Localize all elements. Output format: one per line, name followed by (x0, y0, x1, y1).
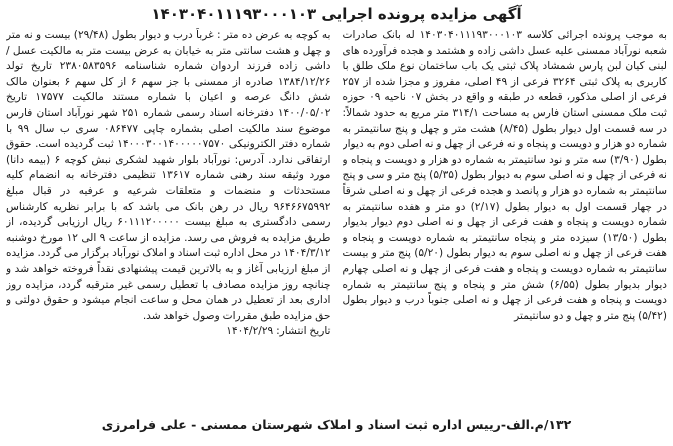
publish-date: تاریخ انتشار: ۱۴۰۴/۲/۲۹ (226, 325, 331, 338)
body-paragraph-left: به کوچه به عرض ده متر : غرباً درب و دیوار بطول (۲۹/۴۸) بیست و نه متر و چهل و هشت سانتی متر به خیابان به عرض بیست متر به مالکیت عسل / داشی زاده فرزند اردوان شماره شناسنامه ۲۳۸۰۵۸۳۵۹۶ تاریخ تولد ۱۳۸۴/۱۲/۲۶ صادره از ممسنی با جز سهم ۶ از کل سهم ۶ بعنوان مالک شش دانگ عرصه و اعیان با شماره مستند مالکیت ۱۷۵۷۷ تاریخ ۱۴۰۰/۰۵/۰۲ دفترخانه اسناد رسمی شماره ۲۵۱ شهر نورآباد استان فارس موضوع سند مالکیت اصلی بشماره چاپی ۰۸۶۴۷۷ سری ب سال ۹۹ با شماره دفتر الکترونیکی ۱۴۰۰۰۳۰۰۱۴۰۰۰۰۰۷۵۷۰ ثبت گردیده است. حقوق ارتفاقی ندارد. آدرس: نورآباد بلوار شهید لشکری نبش کوچه ۶ (بیمه دانا) مورد وثیقه سند رهنی شماره ۱۳۶۱۷ تنظیمی دفترخانه به انضمام کلیه مستحدثات و منضمات و متعلقات شرعیه و عرفیه در قبال مبلغ ۹۶۴۶۶۷۵۹۹۲ ریال در رهن بانک می باشد که با برابر نظریه کارشناس رسمی دادگستری به مبلغ بیست ۶۰۱۱۱۲۰۰۰۰۰ ریال ارزیابی گردیده، از طریق مزایده به فروش می رسد. مزایده از ساعت ۹ الی ۱۲ مورخ دوشنبه ۱۴۰۴/۳/۱۲ در محل اداره ثبت اسناد و املاک نورآباد برگزار می گردد. مزایده از مبلغ ارزیابی آغاز و به بالاترین قیمت پیشنهادی نقداً فروخته خواهد شد و چنانچه روز مزایده مصادف با تعطیل رسمی غیر مترقبه گردد، مزایده روز اداری بعد از تعطیل در همان محل و ساعت انجام میشود و حقوق دولتی و حق مزایده طبق مقررات وصول خواهد شد. (6, 29, 331, 322)
notice-body (6, 28, 667, 396)
notice-signature: ۱۳۲/م.الف-رییس اداره ثبت اسناد و املاک شهرستان ممسنی - علی فرامرزی (101, 417, 572, 432)
body-column-right (343, 28, 668, 396)
notice-title: آگهی مزایده پرونده اجرایی ۱۴۰۳۰۴۰۱۱۱۹۳۰۰۰۱۰۳ (151, 5, 522, 23)
body-paragraph-right: به موجب پرونده اجرائی کلاسه ۱۴۰۳۰۴۰۱۱۱۹۳۰۰۰۱۰۳ له بانک صادرات شعبه نورآباد ممسنی علیه عسل داشی زاده و هشتمد و هجده فرآورده های لبنی کیان لبن پارس شمشاد پلاک ثبتی یک باب ساختمان نوع ملک طلق با کاربری به پلاک ثبتی ۳۲۶۴ فرعی از ۴۹ اصلی، مفروز و مجزا شده از ۲۵۷ فرعی از اصلی مذکور، قطعه در طبقه و واقع در بخش ۰۷ ناحیه ۰۹ حوزه ثبت ملک ممسنی استان فارس به مساحت ۳۱۴/۱ متر مربع به حدود شمالاً: در سه قسمت اول دیوار بطول (۸/۴۵) هشت متر و چهل و پنج سانتیمتر به شماره دو هزار و دویست و پنجاه و نه فرعی از چهل و نه اصلی دوم به دیوار بطول (۳/۹۰) سه متر و نود سانتیمتر به شماره دو هزار و دویست و پنجاه و نه فرعی از چهل و نه اصلی سوم به دیوار بطول (۵/۳۵) پنج متر و سی و پنج سانتیمتر به شماره دو هزار و پانصد و هجده فرعی از چهل و نه اصلی شرقاً در چهار قسمت اول به دیوار بطول (۲/۱۷) دو متر و هفده سانتیمتر به شماره دویست و پنجاه و هفت فرعی از چهل و نه اصلی دوم دیوار بدیوار بطول (۱۳/۵۰) سیزده متر و پنجاه سانتیمتر به شماره دویست و پنجاه و هفت فرعی از چهل و نه اصلی سوم به دیوار بطول (۵/۲۰) پنج متر و بیست سانتیمتر به شماره دویست و پنجاه و هفت فرعی از چهل و نه اصلی چهارم دیوار بدیوار بطول (۶/۵۵) شش متر و پنجاه و پنج سانتیمتر به شماره دویست و پنجاه و هفت فرعی از چهل و نه اصلی جنوباً درب و دیوار بطول (۵/۴۲) پنج متر و چهل و دو سانتیمتر (342, 29, 667, 322)
body-column-left (6, 28, 331, 396)
